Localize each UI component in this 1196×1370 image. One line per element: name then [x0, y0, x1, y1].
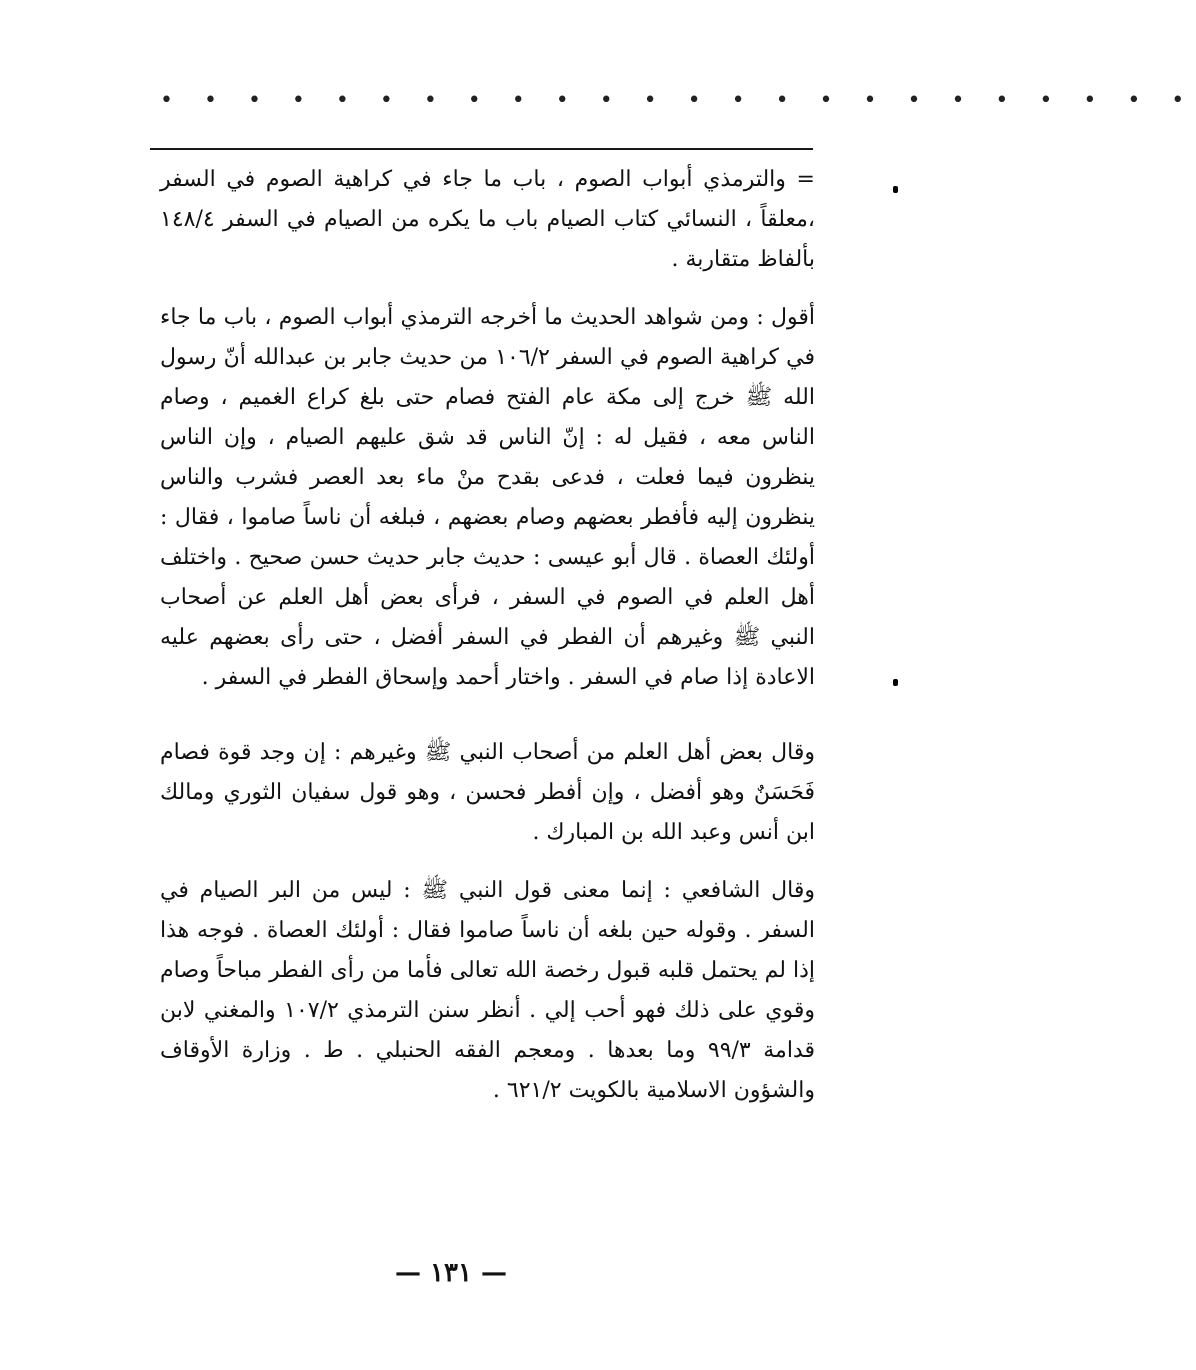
- paragraph-2-block: [160, 733, 815, 853]
- paragraph-3-block: [160, 871, 815, 1111]
- footnote-text: = والترمذي أبواب الصوم ، باب ما جاء في كراهية الصوم في السفر ،معلقاً ، النسائي كتاب الصيام باب ما يكره من الصيام في السفر ١٤٨/٤ بألفاظ متقاربة .: [160, 167, 815, 272]
- margin-mark-top: [893, 186, 898, 193]
- paragraph-2: وقال بعض أهل العلم من أصحاب النبي ﷺ وغيرهم : إن وجد قوة فصام فَحَسَنٌ وهو أفضل ، وإن أفطر فحسن ، وهو قول سفيان الثوري ومالك ابن أنس وعبد الله بن المبارك .: [160, 740, 815, 845]
- margin-mark-middle: [893, 679, 898, 686]
- footnote-separator: [150, 148, 813, 150]
- paragraph-1-block: [160, 298, 815, 698]
- paragraph-1: أقول : ومن شواهد الحديث ما أخرجه الترمذي أبواب الصوم ، باب ما جاء في كراهية الصوم في السفر ١٠٦/٢ من حديث جابر بن عبدالله أنّ رسول الله ﷺ خرج إلى مكة عام الفتح فصام حتى بلغ كراع الغميم ، وصام الناس معه ، فقيل له : إنّ الناس قد شق عليهم الصيام ، وإن الناس ينظرون فيما فعلت ، فدعى بقدح منْ ماء بعد العصر فشرب والناس ينظرون إليه فأفطر بعضهم وصام بعضهم ، فبلغه أن ناساً صاموا ، فقال : أولئك العصاة . قال أبو عيسى : حديث جابر حديث حسن صحيح . واختلف أهل العلم في الصوم في السفر ، فرأى بعض أهل العلم عن أصحاب النبي ﷺ وغيرهم أن الفطر في السفر أفضل ، حتى رأى بعضهم عليه الاعادة إذا صام في السفر . واختار أحمد وإسحاق الفطر في السفر .: [160, 305, 816, 690]
- page-number: — ١٣١ —: [394, 1258, 508, 1288]
- header-dots: • • • • • • • • • • • • • • • • • • • • • • • •: [160, 88, 1196, 113]
- footnote-block: [160, 160, 815, 280]
- paragraph-3: وقال الشافعي : إنما معنى قول النبي ﷺ : ليس من البر الصيام في السفر . وقوله حين بلغه أن ناساً صاموا فقال : أولئك العصاة . فوجه هذا إذا لم يحتمل قلبه قبول رخصة الله تعالى فأما من رأى الفطر مباحاً وصام وقوي على ذلك فهو أحب إلي . أنظر سنن الترمذي ١٠٧/٢ والمغني لابن قدامة ٩٩/٣ وما بعدها . ومعجم الفقه الحنبلي . ط . وزارة الأوقاف والشؤون الاسلامية بالكويت ٦٢١/٢ .: [160, 878, 815, 1103]
